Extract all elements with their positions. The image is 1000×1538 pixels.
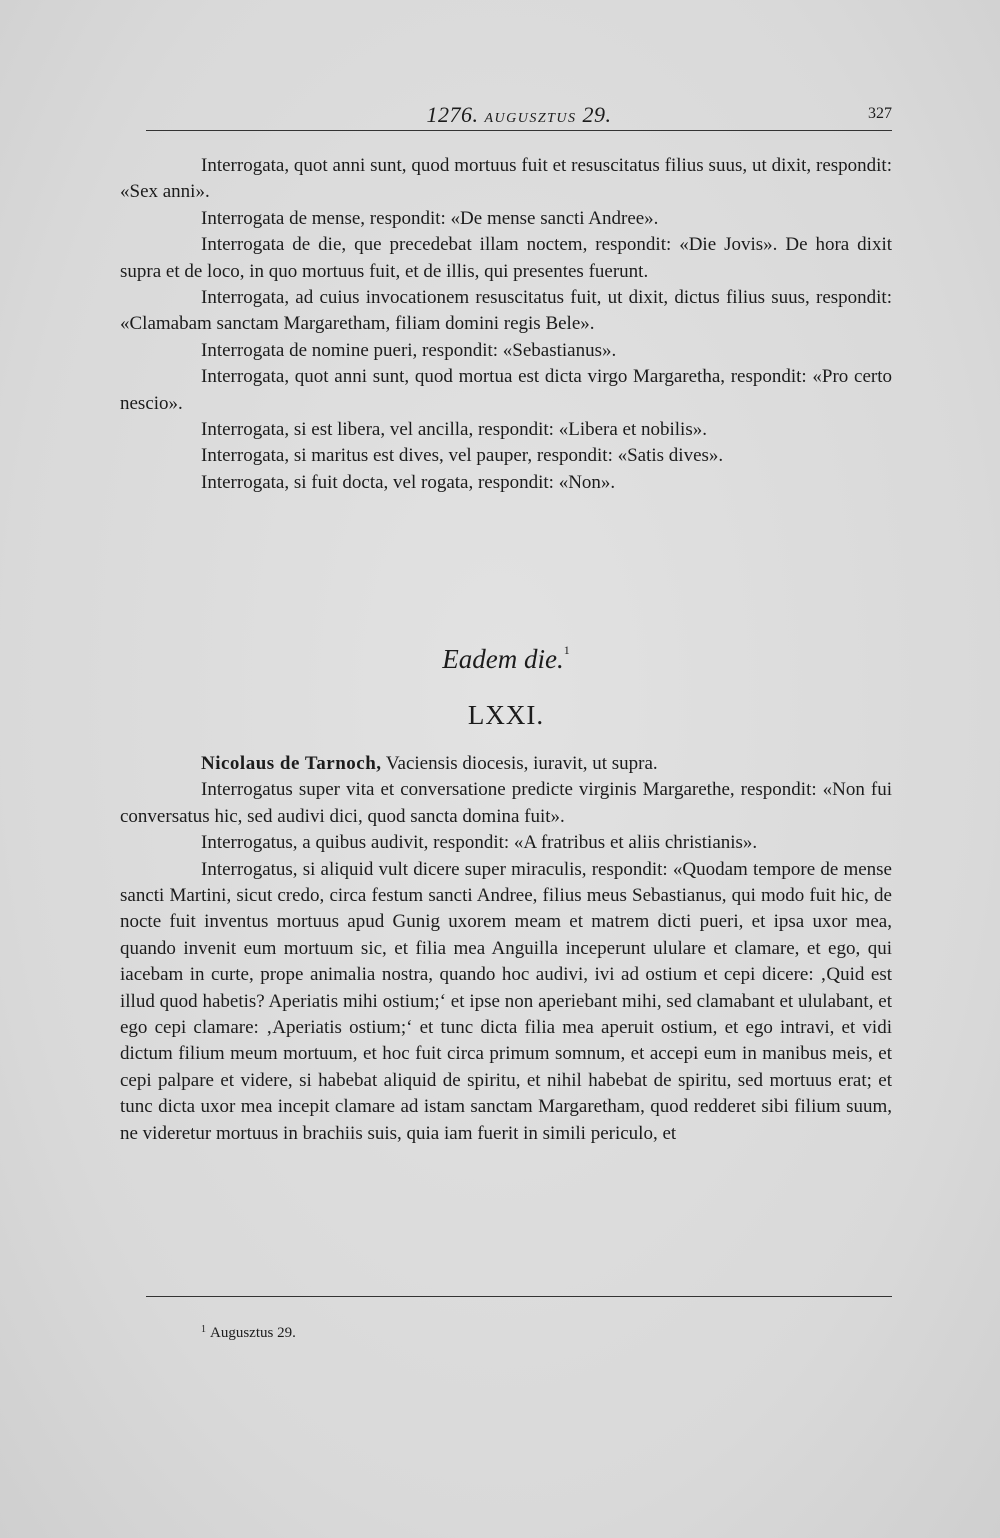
footnote-reference: 1 [563,643,570,657]
witness-paragraph [120,751,892,777]
paragraph: Interrogata, quot anni sunt, quod mortuus fuit et resuscitatus filius suus, ut dixit, respondit: «Sex anni». [120,155,892,203]
paragraph: Interrogata de nomine pueri, respondit: «Sebastianus». [201,339,617,361]
testimony-block-1 [120,153,892,496]
footnote-marker: 1 [201,1324,206,1335]
page-number: 327 [868,105,892,122]
header-title [146,102,892,128]
header-month: AUGUSZTUS [484,111,577,126]
footnote-text: Augusztus 29. [210,1325,296,1341]
paragraph: Interrogatus, si aliquid vult dicere super miraculis, respondit: «Quodam tempore de mense sancti Martini, sicut credo, circa festum sancti Andree, filius meus Sebastianus, qui modo fuit hic, de nocte fuit inventus mortuus apud Gunig uxorem meam et matrem dicti pueri, et ipsa uxor mea, quando invenit eum mortuum sic, et filia mea Anguilla inceperunt ululare et clamare, et ego, qui iacebam in curte, prope animalia nostra, quando hoc audivi, ivi ad ostium et cepi dicere: ‚Quid est illud quod habetis? Aperiatis mihi ostium;‘ et ipse non aperiebant mihi, sed clamabant et ululabant, et ego cepi clamare: ‚Aperiatis ostium;‘ et tunc dicta filia mea aperuit ostium, et ego intravi, et vidi dictum filium meum mortuum, et hoc fuit circa primum somnum, et accepi eum in manibus meis, et cepi palpare et videre, si habebat aliquid de spiritu, et nihil habebat de spiritu, sed mortuus erat; et tunc dicta uxor mea incepit clamare ad istam sanctam Margaretham, quod redderet sibi filium suum, ne videretur mortuus in brachiis suis, quia iam fuerit in simili periculo, et [120,858,892,1144]
witness-oath: Vaciensis diocesis, iuravit, ut supra. [381,753,658,774]
header-year: 1276. [426,102,479,127]
date-heading-text: Eadem die. [442,644,564,674]
running-header [146,100,892,131]
paragraph: Interrogata, quot anni sunt, quod mortua est dicta virgo Margaretha, respondit: «Pro certo nescio». [120,366,892,414]
paragraph: Interrogatus, a quibus audivit, respondit: «A fratribus et aliis christianis». [201,832,758,854]
footnote-divider [146,1296,892,1297]
footnote [201,1324,296,1342]
paragraph: Interrogatus super vita et conversatione predicte virginis Margarethe, respondit: «Non fui conversatus hic, sed audivi dici, quod sancta domina fuit». [120,779,892,827]
section-date-heading [120,643,892,675]
paragraph: Interrogata, si maritus est dives, vel pauper, respondit: «Satis dives». [201,445,724,467]
paragraph: Interrogata, ad cuius invocationem resuscitatus fuit, ut dixit, dictus filius suus, respondit: «Clamabam sanctam Margaretham, filiam domini regis Bele». [120,287,892,335]
section-number-heading: LXXI. [467,700,545,730]
testimony-block-2 [120,751,892,1147]
paragraph: Interrogata, si fuit docta, vel rogata, respondit: «Non». [201,471,616,493]
paragraph: Interrogata de die, que precedebat illam noctem, respondit: «Die Jovis». De hora dixit supra et de loco, in quo mortuus fuit, et de illis, qui presentes fuerunt. [120,234,892,282]
paragraph: Interrogata, si est libera, vel ancilla, respondit: «Libera et nobilis». [201,419,707,441]
header-day: 29. [582,102,612,127]
witness-name: Nicolaus de Tarnoch, [201,753,382,774]
paragraph: Interrogata de mense, respondit: «De mense sancti Andree». [201,207,659,229]
